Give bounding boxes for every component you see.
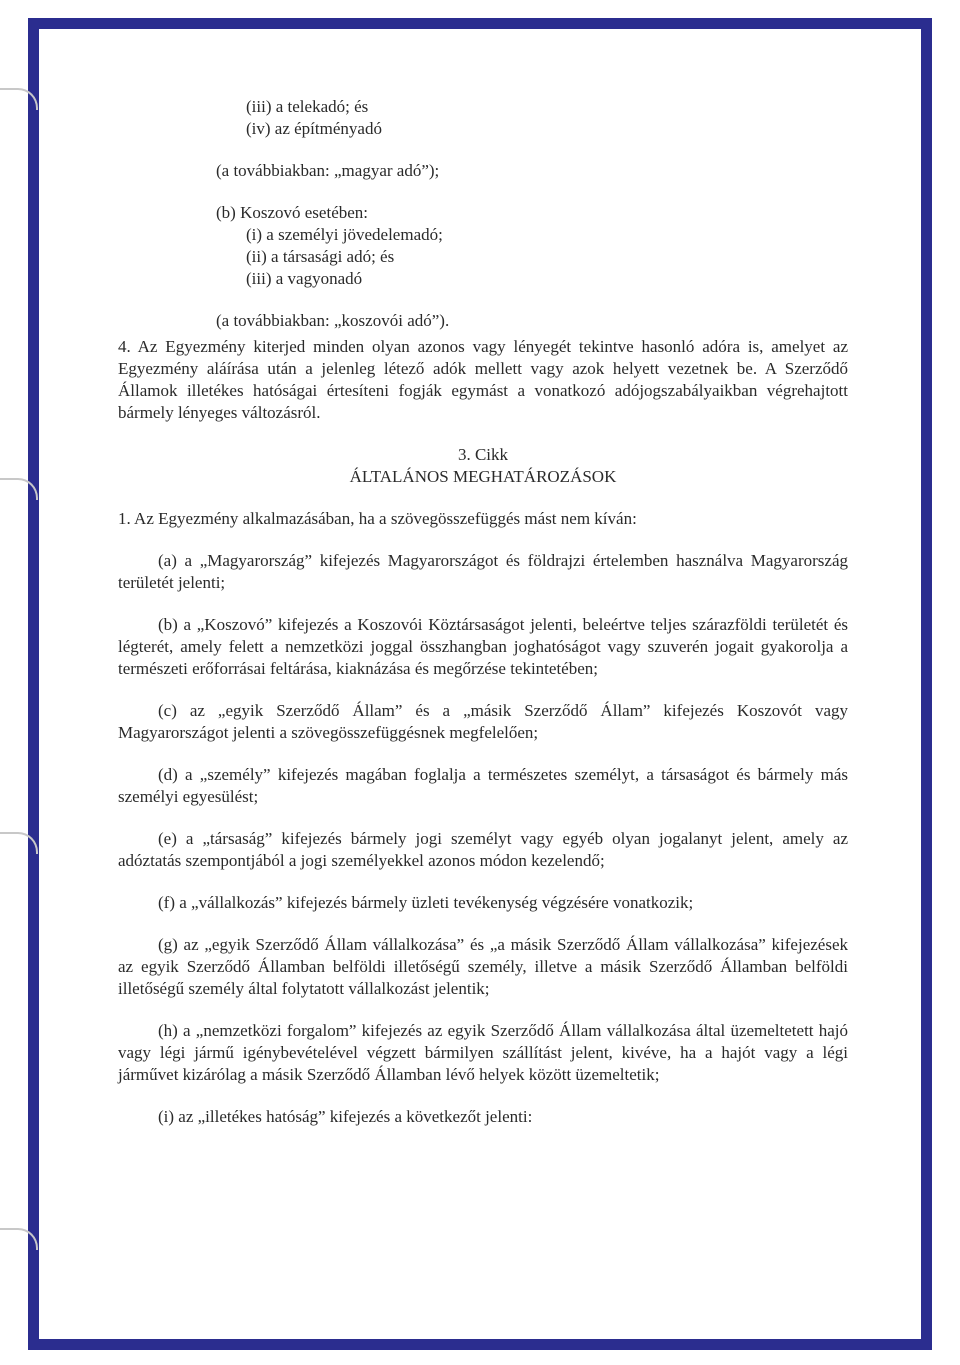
list-item: (i) a személyi jövedelemadó;: [246, 225, 443, 244]
paragraph-4: 4. Az Egyezmény kiterjed minden olyan azonos vagy lényegét tekintve hasonló adóra is, amelyet az Egyezmény aláírása után a jelenleg létező adók mellett vagy azok helyett vezetnek be. A Szerződő Államok illetékes hatóságai értesíteni fogják egymást a vonatkozó adójogszabályaikban végrehajtott bármely lényeges változásról.: [118, 337, 848, 422]
definition-note: (a továbbiakban: „magyar adó”);: [216, 161, 440, 180]
definition-item: (c) az „egyik Szerződő Állam” és a „másik Szerződő Állam” kifejezés Koszovót vagy Magyarországot jelenti a szövegösszefüggésnek megfelelően;: [118, 701, 848, 742]
definition-note: (a továbbiakban: „koszovói adó”).: [216, 311, 450, 330]
list-item: (iii) a vagyonadó: [246, 269, 363, 288]
definition-item: (i) az „illetékes hatóság” kifejezés a következőt jelenti:: [158, 1107, 533, 1126]
list-item: (b) Koszovó esetében:: [216, 203, 369, 222]
definition-item: (a) a „Magyarország” kifejezés Magyarországot és földrajzi értelemben használva Magyarország területét jelenti;: [118, 551, 848, 592]
definition-item: (g) az „egyik Szerződő Állam vállalkozása” és „a másik Szerződő Állam vállalkozása” kifejezések az egyik Szerződő Államban belföldi illetőségű személy, illetve a másik Szerződő Államban belföldi illetőségű személy által folytatott vállalkozást jelentik;: [118, 935, 848, 998]
definition-item: (b) a „Koszovó” kifejezés a Koszovói Köztársaságot jelenti, beleértve teljes szárazföldi területét és légterét, amely felett a nemzetközi joggal összhangban joghatóságot vagy szuverén jogait gyakorolja a természeti erőforrásai feltárása, kiaknázása és megőrzése tekintetében;: [118, 615, 848, 678]
article-title: ÁLTALÁNOS MEGHATÁROZÁSOK: [349, 467, 617, 486]
definition-item: (h) a „nemzetközi forgalom” kifejezés az egyik Szerződő Állam vállalkozása által üzemeltetett hajó vagy légi jármű igénybevételével végzett bármilyen szállítást jelent, kivéve, ha a hajót vagy a légi járművet kizárólag a másik Szerződő Államban lévő helyek között üzemeltetik;: [118, 1021, 848, 1084]
list-item: (ii) a társasági adó; és: [246, 247, 395, 266]
definition-item: (d) a „személy” kifejezés magában foglalja a természetes személyt, a társaságot és bármely más személyi egyesülést;: [118, 765, 848, 806]
article-intro: 1. Az Egyezmény alkalmazásában, ha a szövegösszefüggés mást nem kíván:: [118, 509, 637, 528]
article-number: 3. Cikk: [457, 445, 509, 464]
definition-item: (e) a „társaság” kifejezés bármely jogi személyt vagy egyéb olyan jogalanyt jelent, amely az adóztatás szempontjából a jogi személyekkel azonos módon kezelendő;: [118, 829, 848, 870]
definition-item: (f) a „vállalkozás” kifejezés bármely üzleti tevékenység végzésére vonatkozik;: [158, 893, 694, 912]
list-item: (iii) a telekadó; és: [246, 97, 369, 116]
document-body: [118, 96, 848, 1128]
list-item: (iv) az építményadó: [246, 119, 382, 138]
